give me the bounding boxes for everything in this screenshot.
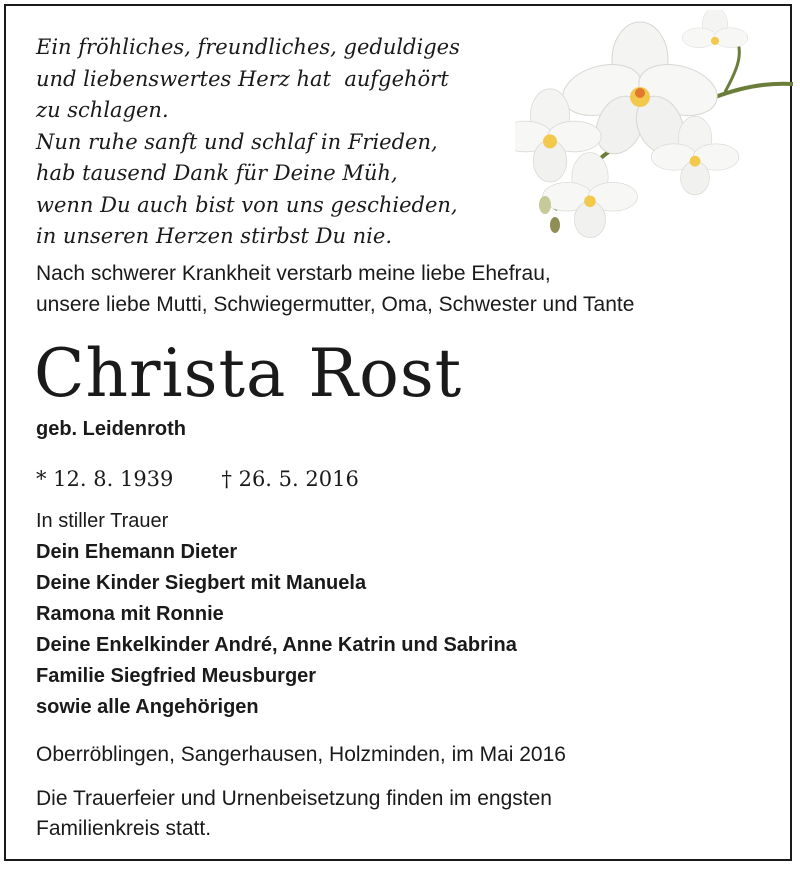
poem-line: in unseren Herzen stirbst Du nie. — [36, 224, 392, 248]
intro-text — [36, 258, 634, 320]
poem-line: zu schlagen. — [36, 98, 169, 122]
poem-line: Nun ruhe sanft und schlaf in Frieden, — [36, 129, 438, 154]
life-dates — [36, 464, 359, 494]
place-and-date: Oberröblingen, Sangerhausen, Holzminden, im Mai 2016 — [36, 743, 566, 766]
maiden-name: geb. Leidenroth — [36, 418, 186, 440]
mourners-heading: In stiller Trauer — [36, 510, 169, 532]
mourners-list — [36, 506, 517, 723]
mourner-line: Dein Ehemann Dieter — [36, 541, 238, 563]
poem-line: hab tausend Dank für Deine Müh, — [36, 161, 398, 185]
mourner-line: Familie Siegfried Meusburger — [36, 665, 317, 687]
death-date: † 26. 5. 2016 — [221, 467, 359, 491]
mourner-line: Deine Kinder Siegbert mit Manuela — [36, 572, 367, 594]
poem-line: Ein fröhliches, freundliches, geduldiges — [36, 35, 460, 59]
poem — [36, 32, 460, 253]
orchid-icon — [515, 10, 795, 240]
poem-line: und liebenswertes Herz hat aufgehört — [36, 66, 449, 91]
poem-line: wenn Du auch bist von uns geschieden, — [36, 192, 458, 217]
service-line: Die Trauerfeier und Urnenbeisetzung finden im engsten — [36, 787, 552, 810]
mourner-line: sowie alle Angehörigen — [36, 696, 259, 718]
intro-line: Nach schwerer Krankheit verstarb meine liebe Ehefrau, — [36, 262, 551, 285]
intro-line: unsere liebe Mutti, Schwiegermutter, Oma, Schwester und Tante — [36, 293, 635, 316]
service-notice — [36, 784, 676, 844]
mourner-line: Deine Enkelkinder André, Anne Katrin und Sabrina — [36, 634, 517, 656]
birth-date: * 12. 8. 1939 — [36, 467, 174, 491]
service-line: Familienkreis statt. — [36, 817, 212, 840]
mourner-line: Ramona mit Ronnie — [36, 603, 224, 625]
deceased-name: Christa Rost — [34, 335, 463, 412]
